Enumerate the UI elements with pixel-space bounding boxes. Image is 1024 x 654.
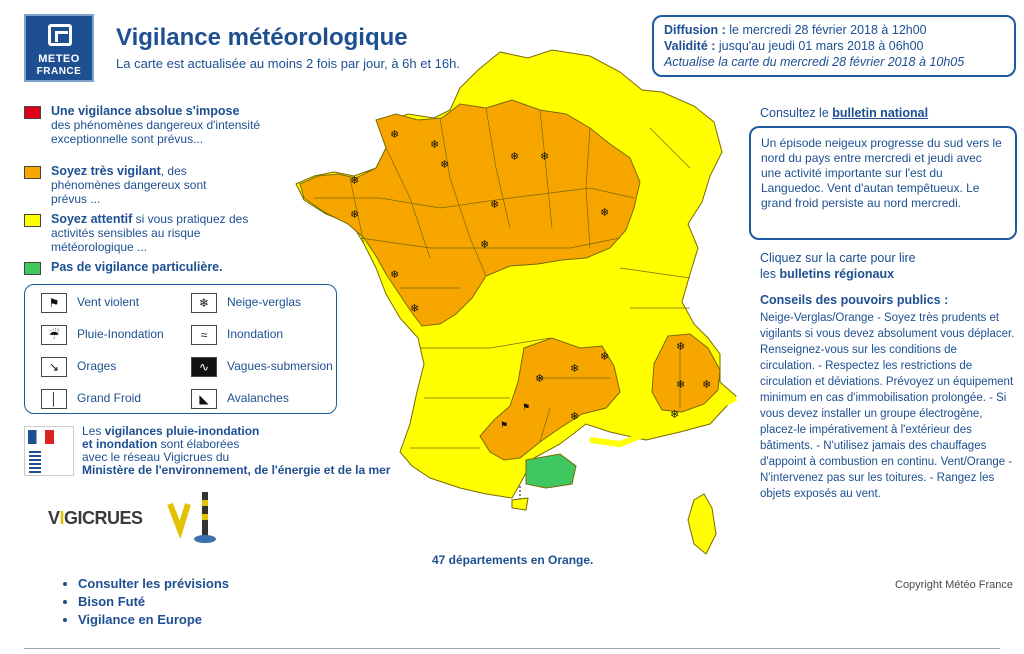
legend-green-title: Pas de vigilance particulière. bbox=[51, 260, 223, 274]
bulletins-regionaux-link[interactable]: bulletins régionaux bbox=[779, 267, 895, 281]
red-swatch bbox=[24, 106, 41, 119]
conseils-text: Neige-Verglas/Orange - Soyez très prudents et vigilants si vous devez absolument vous déplacer. Renseignez-vous sur les conditions de circulation. - Respectez les restrictions de circulation et déviations. Prévoyez un équipement minimum en cas d'immobilisation prolongée. - Si vous devez installer un groupe électrogène, placez-le impérativement à l'extérieur des bâtiments. - N'utilisez jamais des chauffages d'appoint à combustion en continu. Vent/Orange - N'intervenez pas sur les toitures. - Rangez les objets exposés au vent. bbox=[760, 312, 1015, 500]
legend-yellow bbox=[24, 212, 261, 254]
snow-icon: ❄ bbox=[191, 293, 217, 313]
svg-text:❄: ❄ bbox=[430, 138, 440, 151]
legend-red-title: Une vigilance absolue s'impose bbox=[51, 104, 240, 118]
label-vagues-submersion: Vagues-submersion bbox=[227, 359, 333, 373]
link-consulter-previsions[interactable]: • Consulter les prévisions bbox=[78, 575, 229, 593]
link-bison-fute[interactable]: • Bison Futé bbox=[78, 593, 229, 611]
small-island bbox=[512, 498, 528, 510]
label-avalanches: Avalanches bbox=[227, 391, 289, 405]
yellow-swatch bbox=[24, 214, 41, 227]
green-zone bbox=[526, 454, 576, 488]
svg-text:⚑: ⚑ bbox=[500, 421, 509, 431]
validite-value: jusqu'au jeudi 01 mars 2018 à 06h00 bbox=[718, 39, 924, 53]
label-inondation: Inondation bbox=[227, 327, 284, 341]
ministry-logo[interactable] bbox=[24, 426, 74, 476]
validite-label: Validité : bbox=[664, 39, 716, 53]
svg-text:❄: ❄ bbox=[600, 350, 610, 363]
svg-text:❄: ❄ bbox=[535, 372, 545, 385]
legend-red-desc: des phénomènes dangereux d'intensité exceptionnelle sont prévus... bbox=[51, 118, 261, 146]
dept-count: 47 départements en Orange. bbox=[432, 553, 594, 567]
page-title: Vigilance météorologique bbox=[116, 24, 408, 51]
page-subtitle: La carte est actualisée au moins 2 fois par jour, à 6h et 16h. bbox=[116, 56, 460, 71]
label-pluie-inondation: Pluie-Inondation bbox=[77, 327, 164, 341]
green-swatch bbox=[24, 262, 41, 275]
svg-text:❄: ❄ bbox=[510, 150, 520, 163]
svg-text:❄: ❄ bbox=[676, 340, 686, 353]
actualise-text: Actualise la carte du mercredi 28 février 2018 à 10h05 bbox=[664, 55, 965, 69]
vigicrues-rest: GICRUES bbox=[64, 508, 143, 528]
svg-text:❄: ❄ bbox=[410, 302, 420, 315]
avalanche-icon: ◣ bbox=[191, 389, 217, 409]
svg-text:❄: ❄ bbox=[440, 158, 450, 171]
copyright: Copyright Météo France bbox=[895, 579, 1013, 591]
ministry-l1a: Les bbox=[82, 424, 105, 438]
diffusion-label: Diffusion : bbox=[664, 23, 726, 37]
ministry-lines-icon bbox=[29, 451, 41, 473]
ministry-l2a: et inondation bbox=[82, 437, 158, 451]
link-vigilance-europe[interactable]: • Vigilance en Europe bbox=[78, 611, 229, 629]
vigilance-map[interactable] bbox=[290, 48, 746, 558]
svg-text:❄: ❄ bbox=[390, 128, 400, 141]
svg-text:⚑: ⚑ bbox=[522, 403, 531, 413]
label-grand-froid: Grand Froid bbox=[77, 391, 142, 405]
svg-text:❄: ❄ bbox=[480, 238, 490, 251]
corsica bbox=[688, 494, 716, 554]
conseils-title: Conseils des pouvoirs publics : bbox=[760, 293, 949, 307]
svg-text:❄: ❄ bbox=[676, 378, 686, 391]
legend-orange-title: Soyez très vigilant bbox=[51, 164, 161, 178]
legend-yellow-title: Soyez attentif bbox=[51, 212, 133, 226]
logo-text-france: FRANCE bbox=[36, 66, 82, 77]
bottom-links bbox=[62, 575, 229, 629]
label-orages: Orages bbox=[77, 359, 117, 373]
consultez-text: Consultez le bbox=[760, 106, 833, 120]
episode-box: Un épisode neigeux progresse du sud vers le nord du pays entre mercredi et jeudi avec une activité importante sur l'est du Languedoc. Vent d'autan tempêtueux. Le grand froid persiste au nord mercredi. bbox=[749, 126, 1017, 240]
ministry-l1b: vigilances pluie-inondation bbox=[104, 424, 260, 438]
les-text: les bbox=[760, 267, 780, 281]
vigicrues-v: V bbox=[48, 508, 60, 528]
cliquez-text: Cliquez sur la carte pour lire bbox=[760, 251, 916, 265]
svg-text:❄: ❄ bbox=[490, 198, 500, 211]
svg-text:❄: ❄ bbox=[390, 268, 400, 281]
bulletin-national-link[interactable]: bulletin national bbox=[832, 106, 929, 120]
svg-text:❄: ❄ bbox=[570, 410, 580, 423]
vigicrues-logo[interactable] bbox=[48, 508, 143, 529]
orange-swatch bbox=[24, 166, 41, 179]
legend-orange bbox=[24, 164, 221, 206]
storm-icon: ↘ bbox=[41, 357, 67, 377]
svg-text:❄: ❄ bbox=[350, 174, 360, 187]
label-neige-verglas: Neige-verglas bbox=[227, 295, 302, 309]
legend-yellow-desc: si vous pratiquez des activités sensibles au risque météorologique ... bbox=[51, 212, 249, 254]
diffusion-value: le mercredi 28 février 2018 à 12h00 bbox=[729, 23, 927, 37]
vigicrues-i: I bbox=[59, 508, 65, 528]
flood-icon: ≈ bbox=[191, 325, 217, 345]
label-vent-violent: Vent violent bbox=[77, 295, 140, 309]
thermometer-icon: │ bbox=[41, 389, 67, 409]
svg-text:❄: ❄ bbox=[350, 208, 360, 221]
waves-icon: ∿ bbox=[191, 357, 217, 377]
rain-flood-icon: ☔ bbox=[41, 325, 67, 345]
logo-text-meteo: METEO bbox=[38, 53, 80, 65]
svg-text:❄: ❄ bbox=[570, 362, 580, 375]
legend-green bbox=[24, 260, 266, 274]
footer-divider bbox=[24, 648, 1000, 649]
vi-logo-icon[interactable] bbox=[166, 490, 226, 546]
wind-icon: ⚑ bbox=[41, 293, 67, 313]
svg-text:❄: ❄ bbox=[702, 378, 712, 391]
legend-red bbox=[24, 104, 266, 146]
ministry-l3: avec le réseau Vigicrues du bbox=[82, 450, 230, 464]
svg-text:❄: ❄ bbox=[670, 408, 680, 421]
meteo-france-logo[interactable] bbox=[24, 14, 94, 82]
consultez-bulletin bbox=[760, 106, 928, 120]
ministry-l2b: sont élaborées bbox=[157, 437, 240, 451]
ministry-l4: Ministère de l'environnement, de l'énergie et de la mer bbox=[82, 463, 391, 477]
regional-bulletins bbox=[760, 250, 916, 282]
logo-mark-icon bbox=[48, 24, 72, 46]
legend-orange-desc: , des phénomènes dangereux sont prévus ... bbox=[51, 164, 207, 206]
svg-text:❄: ❄ bbox=[600, 206, 610, 219]
french-flag-icon bbox=[28, 430, 54, 444]
svg-text:❄: ❄ bbox=[540, 150, 550, 163]
